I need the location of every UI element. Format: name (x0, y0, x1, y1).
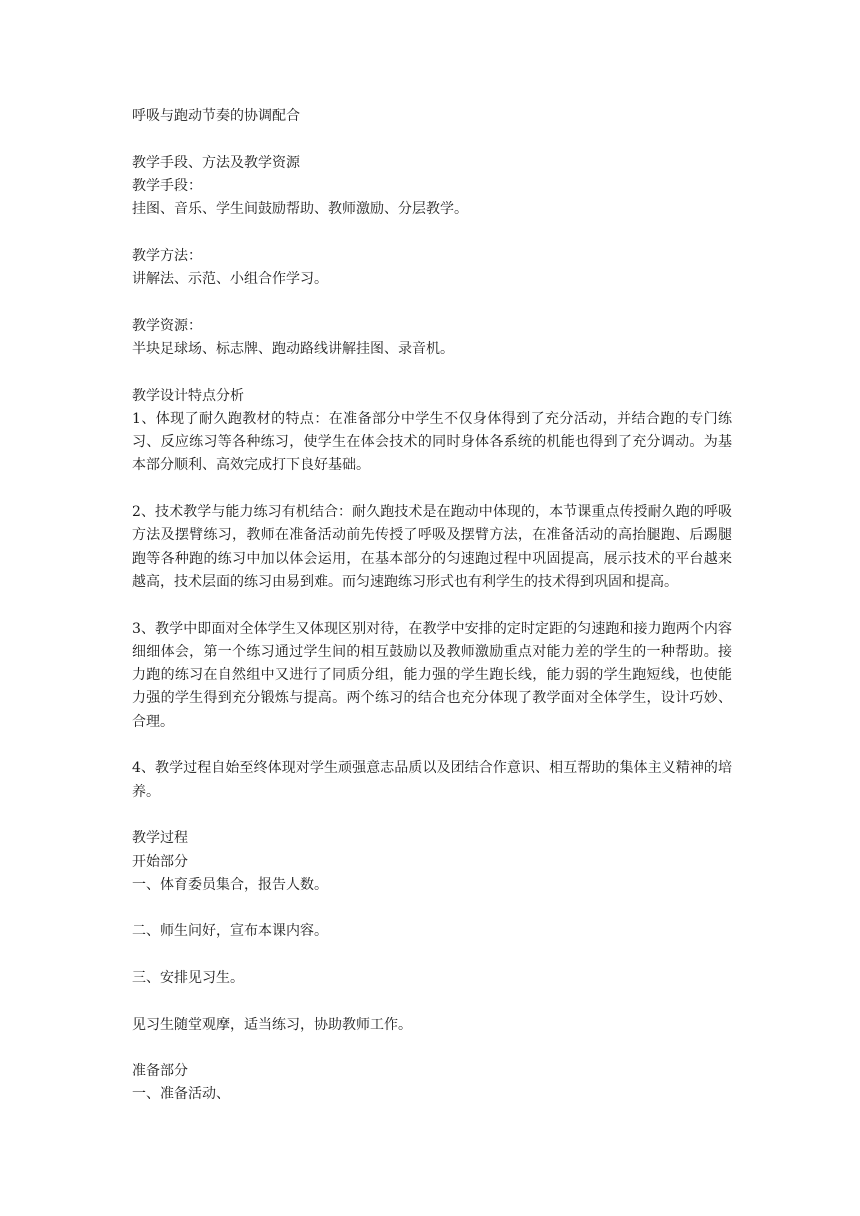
process-heading: 教学过程 (132, 830, 188, 847)
analysis-point-4: 4、教学过程自始至终体现对学生顽强意志品质以及团结合作意识、相互帮助的集体主义精神的培养。 (132, 760, 732, 800)
analysis-point-2: 2、技术教学与能力练习有机结合：耐久跑技术是在跑动中体现的，本节课重点传授耐久跑的呼吸方法及摆臂练习，教师在准备活动前先传授了呼吸及摆臂方法，在准备活动的高抬腿跑、后踢腿跑等各种跑的练习中加以体会运用，在基本部分的匀速跑过程中巩固提高，展示技术的平台越来越高，技术层面的练习由易到难。而匀速跑练习形式也有利学生的技术得到巩固和提高。 (132, 504, 732, 590)
means-text: 挂图、音乐、学生间鼓励帮助、教师激励、分层教学。 (132, 201, 468, 218)
means-heading: 教学手段、方法及教学资源 (132, 154, 300, 171)
prep-first-item: 一、准备活动、 (132, 1086, 230, 1103)
start-item-2: 二、师生问好，宣布本课内容。 (132, 923, 328, 940)
analysis-heading: 教学设计特点分析 (132, 387, 244, 404)
resources-label: 教学资源： (132, 317, 202, 334)
means-label: 教学手段： (132, 177, 202, 194)
resources-text: 半块足球场、标志牌、跑动路线讲解挂图、录音机。 (132, 340, 454, 357)
start-item-4: 见习生随堂观摩，适当练习，协助教师工作。 (132, 1016, 412, 1033)
analysis-point-3: 3、教学中即面对全体学生又体现区别对待，在教学中安排的定时定距的匀速跑和接力跑两个内容细细体会，第一个练习通过学生间的相互鼓励以及教师激励重点对能力差的学生的一种帮助。接力跑的练习在自然组中又进行了同质分组，能力强的学生跑长线，能力弱的学生跑短线，也使能力强的学生得到充分锻炼与提高。两个练习的结合也充分体现了教学面对全体学生，设计巧妙、合理。 (132, 620, 732, 730)
methods-text: 讲解法、示范、小组合作学习。 (132, 271, 328, 288)
document-title: 呼吸与跑动节奏的协调配合 (132, 108, 300, 124)
start-item-1: 一、体育委员集合，报告人数。 (132, 876, 328, 893)
methods-label: 教学方法： (132, 247, 202, 264)
analysis-point-1: 1、体现了耐久跑教材的特点：在准备部分中学生不仅身体得到了充分活动，并结合跑的专门练习、反应练习等各种练习，使学生在体会技术的同时身体各系统的机能也得到了充分调动。为基本部分顺利、高效完成打下良好基础。 (132, 410, 732, 474)
start-item-3: 三、安排见习生。 (132, 969, 244, 986)
document-page (132, 105, 732, 1107)
prep-heading: 准备部分 (132, 1063, 188, 1080)
start-heading: 开始部分 (132, 853, 188, 870)
